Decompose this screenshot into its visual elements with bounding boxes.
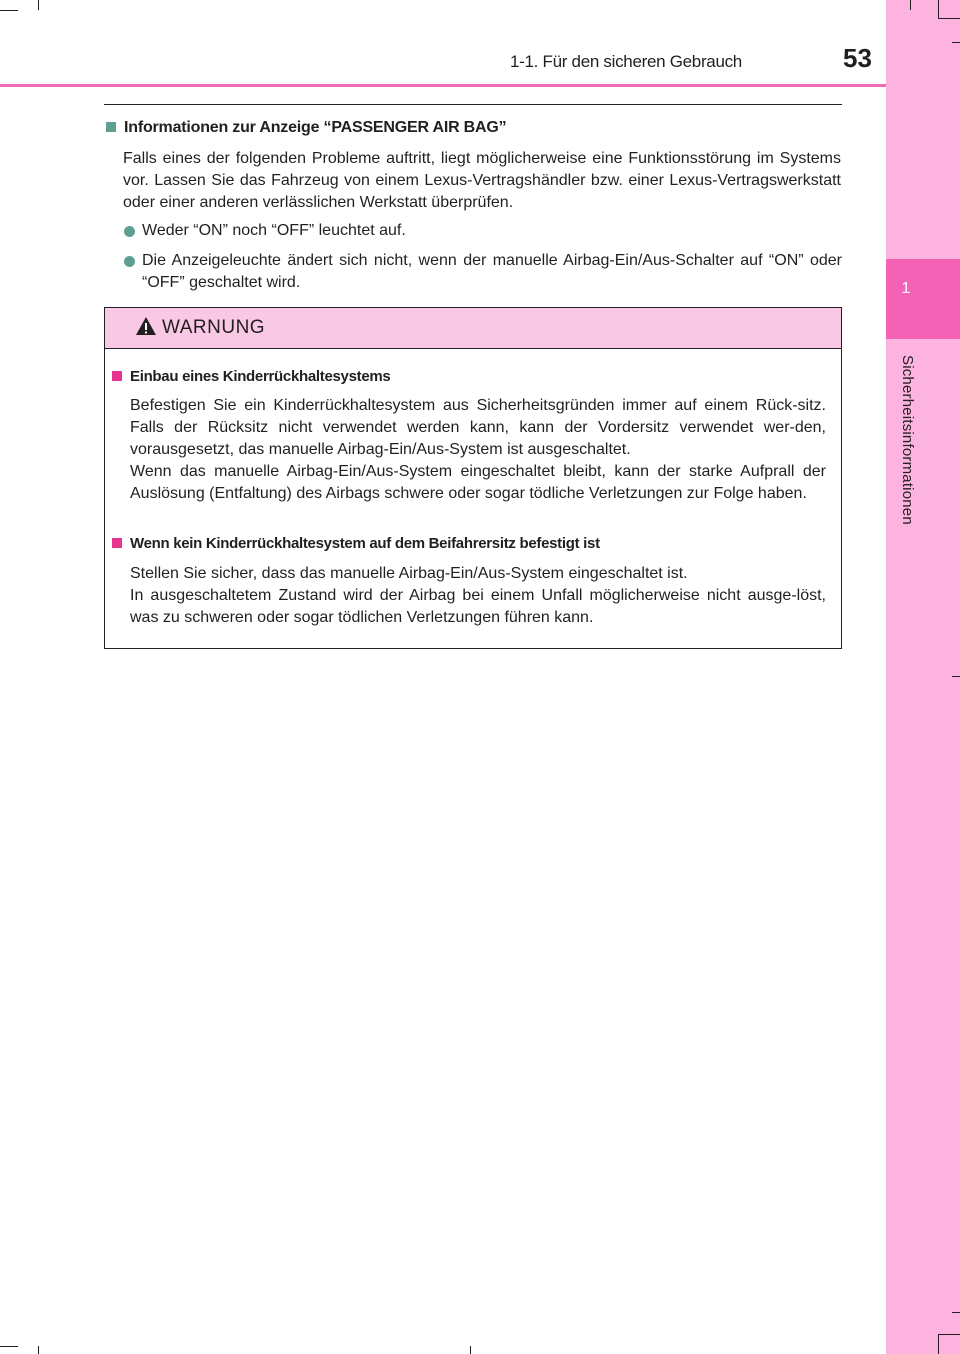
chapter-tab: [886, 259, 960, 339]
warning-item-text: Befestigen Sie ein Kinderrückhaltesystem aus Sicherheitsgründen immer auf einem Rück-sitz. Falls der Rücksitz nicht verwendet werden kann, kann der Vordersitz verwendet wer-den, vorausgesetzt, das manuelle Airbag-Ein/Aus-System ist ausgeschaltet.: [130, 397, 826, 458]
side-tab-band: [886, 0, 960, 1354]
square-bullet-icon: [112, 538, 122, 548]
page-number: 53: [843, 43, 872, 73]
section-heading-text: Informationen zur Anzeige “PASSENGER AIR BAG”: [124, 119, 507, 136]
section-heading: [106, 119, 506, 137]
list-item: Die Anzeigeleuchte ändert sich nicht, wenn der manuelle Airbag-Ein/Aus-Schalter auf “ON” oder “OFF” geschaltet wird.: [142, 252, 842, 291]
list-item: Weder “ON” noch “OFF” leuchtet auf.: [142, 222, 406, 239]
square-bullet-icon: [112, 371, 122, 381]
round-bullet-icon: [124, 256, 135, 267]
round-bullet-icon: [124, 226, 135, 237]
warning-title: WARNUNG: [162, 317, 266, 338]
warning-item-text: Stellen Sie sicher, dass das manuelle Airbag-Ein/Aus-System eingeschaltet ist.: [130, 565, 688, 582]
section-intro: Falls eines der folgenden Probleme auftritt, liegt möglicherweise eine Funktionsstörung im Systems vor. Lassen Sie das Fahrzeug von einem Lexus-Vertragshändler bzw. einer Lexus-Vertragswerkstatt oder einer anderen verlässlichen Werkstatt überprüfen.: [123, 150, 841, 211]
warning-item-text: Wenn das manuelle Airbag-Ein/Aus-System eingeschaltet bleibt, kann der starke Aufprall der Auslösung (Entfaltung) des Airbags schwere oder sogar tödliche Verletzungen zur Folge haben.: [130, 463, 826, 502]
warning-item-heading: [112, 535, 600, 552]
warning-item-heading-text: Wenn kein Kinderrückhaltesystem auf dem Beifahrersitz befestigt ist: [130, 535, 600, 552]
section-divider: [104, 104, 842, 105]
square-bullet-icon: [106, 122, 116, 132]
warning-header: [105, 308, 841, 349]
warning-item-heading: [112, 368, 390, 385]
running-header-title: 1-1. Für den sicheren Gebrauch: [510, 52, 742, 71]
header-rule: [0, 84, 886, 87]
warning-item-heading-text: Einbau eines Kinderrückhaltesystems: [130, 368, 391, 385]
warning-item-text: In ausgeschaltetem Zustand wird der Airbag bei einem Unfall möglicherweise nicht ausge-löst, was zu schweren oder sogar tödlichen Verletzungen führen kann.: [130, 587, 826, 626]
chapter-tab-number: 1: [901, 280, 911, 297]
warning-triangle-icon: [135, 316, 157, 336]
chapter-tab-label: Sicherheitsinformationen: [899, 355, 916, 525]
